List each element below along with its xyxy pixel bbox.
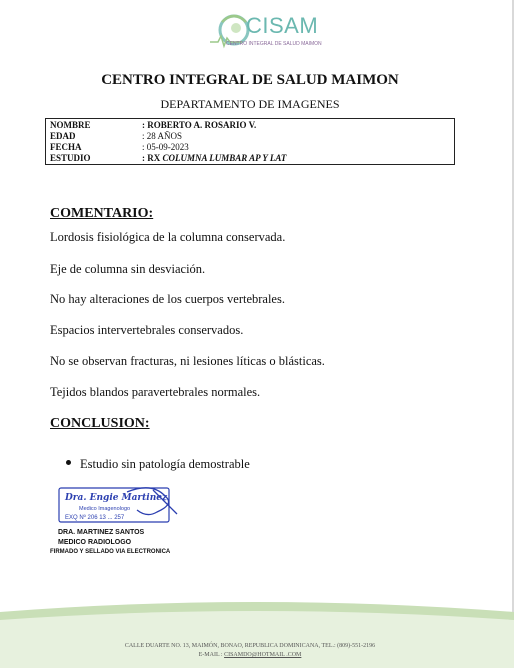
info-row-estudio	[50, 153, 450, 164]
comentario-heading: COMENTARIO:	[50, 206, 154, 221]
info-label: NOMBRE	[50, 120, 91, 130]
stamp-title: Medico Imagenologo	[79, 506, 131, 512]
info-label: ESTUDIO	[50, 153, 91, 163]
bullet-icon	[66, 460, 71, 465]
comment-line: Espacios intervertebrales conservados.	[50, 323, 244, 337]
stamp-exeq: EXQ Nº 206 13 ... 257	[65, 515, 125, 521]
comment-line: No hay alteraciones de los cuerpos vertebrales.	[50, 292, 285, 306]
signed-note: FIRMADO Y SELLADO VIA ELECTRONICA	[50, 549, 171, 555]
info-value: : 28 AÑOS	[142, 131, 183, 141]
page-title: CENTRO INTEGRAL DE SALUD MAIMON	[101, 72, 399, 88]
info-value: : RX COLUMNA LUMBAR AP Y LAT	[142, 153, 287, 163]
info-row-edad	[50, 131, 450, 142]
stamp-name: Dra. Engie Martinez	[65, 493, 168, 503]
info-row-fecha	[50, 142, 450, 153]
info-row-nombre	[50, 120, 450, 131]
conclusion-item: Estudio sin patología demostrable	[80, 457, 250, 471]
info-value: : 05-09-2023	[142, 142, 189, 152]
comment-line: Tejidos blandos paravertebrales normales.	[50, 385, 261, 399]
footer-email[interactable]: CISAMDO@HOTMAIL .COM	[224, 652, 302, 658]
signer-block	[58, 528, 144, 548]
signature-stamp-icon	[57, 484, 185, 526]
info-label: EDAD	[50, 131, 76, 141]
department-title: DEPARTAMENTO DE IMAGENES	[160, 97, 340, 111]
comment-line: Lordosis fisiológica de la columna conservada.	[50, 230, 286, 244]
patient-info-box	[45, 118, 455, 165]
info-value: : ROBERTO A. ROSARIO V.	[142, 120, 257, 130]
signer-name: DRA. MARTINEZ SANTOS	[58, 529, 145, 536]
logo-subtitle: CENTRO INTEGRAL DE SALUD MAIMON	[226, 41, 322, 47]
signer-role: MEDICO RADIOLOGO	[58, 539, 132, 546]
footer-email-label: E-MAIL :	[198, 652, 225, 658]
conclusion-heading: CONCLUSION:	[50, 416, 150, 431]
info-label: FECHA	[50, 142, 82, 152]
comment-line: No se observan fracturas, ni lesiones líticas o blásticas.	[50, 354, 325, 368]
comment-line: Eje de columna sin desviación.	[50, 262, 206, 276]
footer-email-line	[0, 652, 500, 658]
footer-address: CALLE DUARTE NO. 13, MAIMÓN, BONAO, REPUBLICA DOMINICANA, TEL.: (809)-551-2196	[124, 643, 376, 649]
logo-name: CISAM	[246, 13, 319, 38]
